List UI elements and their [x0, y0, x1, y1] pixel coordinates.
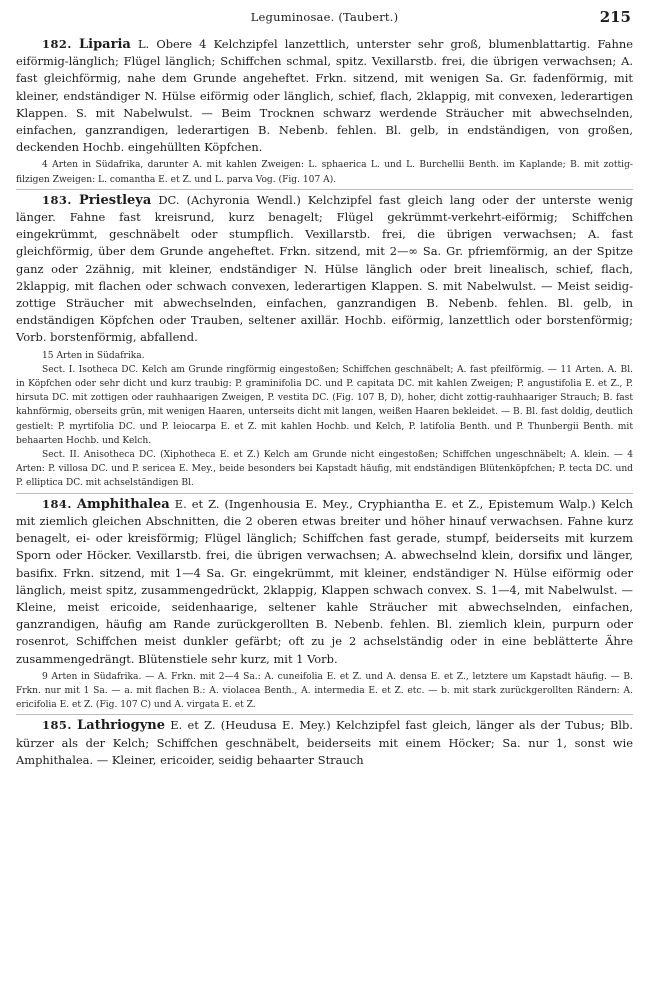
genus-number: 182.: [42, 37, 72, 51]
genus-name: Priestleya: [78, 192, 152, 208]
genus-authority: L.: [130, 37, 150, 51]
genus-number: 183.: [42, 192, 72, 207]
genus-authority: E. et Z. (Heudusa E. Mey.): [164, 718, 331, 733]
genus-description: Kelchzipfel fast gleich, länger als der Tubus; Blb. kürzer als der Kelch; Schiffchen geschnäbelt, beiderseits mit einem Höcker; Sa. nur 1, sonst wie Amphithalea. — Kleiner, ericoider, seidig behaarter Strauch: [16, 718, 634, 767]
running-head: [16, 6, 633, 36]
genus-number: 184.: [42, 496, 72, 511]
genus-description: Kelch mit ziemlich gleichen Abschnitten, die 2 oberen etwas breiter und höher hinauf verwachsen. Fahne kurz benagelt, ei- oder kreisförmig; Flügel länglich; Schiffchen fast gerade, stumpf, beiderseits mit kurzem Sporn oder Höcker. Vexillarstb. frei, die übrigen verwachsen; A. abwechselnd klein, dorsifix und länger, basifix. Frkn. sitzend, mit 1—4 Sa. Gr. eingekrümmt, mit kleiner, endständiger N. Hülse eiförmig oder länglich, meist spitz, zusammengedrückt, 2klappig, Klappen schwach convex. S. 1—4, mit Nabelwulst. — Kleine, meist ericoide, seidenhaarige, seltener kahle Sträucher mit abwechselnden, einfachen, ganzrandigen, häufig am Rande zurückgerollten B. Nebenb. fehlen. Bl. ziemlich klein, purpurn oder rosenrot, Schiffchen meist dunkler gefärbt; oft zu je 2 achselständig oder in eine beblätterte Ähre zusammengedrängt. Blütenstiele sehr kurz, mit 1 Vorb.: [16, 496, 634, 666]
genus-name: Lathriogyne: [77, 718, 165, 734]
species-note: 4 Arten in Südafrika, darunter A. mit kahlen Zweigen: L. sphaerica L. und L. Burchellii Benth. im Kaplande; B. mit zottig-filzigen Zweigen: L. comantha E. et Z. und L. parva Vog. (Fig. 107 A).: [16, 160, 633, 185]
running-title: Leguminosae. (Taubert.): [250, 10, 399, 24]
genus-name: Amphithalea: [76, 496, 170, 512]
genus-authority: DC. (Achyronia Wendl.): [151, 192, 301, 207]
genus-authority: E. et Z. (Ingenhousia E. Mey., Cryphiantha E. et Z., Epistemum Walp.): [169, 496, 596, 511]
genus-entry-amphithalea: [16, 496, 633, 668]
entry-divider: [16, 493, 633, 494]
genus-name: Liparia: [79, 37, 131, 52]
genus-entry-lathriogyne: [16, 717, 633, 769]
entry-divider: [16, 189, 633, 190]
genus-number: 185.: [42, 718, 72, 733]
section-note: Sect. II. Anisotheca DC. (Xiphotheca E. et Z.) Kelch am Grunde nicht eingestoßen; Schiffchen ungeschnäbelt; A. klein. — 4 Arten: P. villosa DC. und P. sericea E. Mey., beide besonders bei Kapstadt häufig, mit endständigen Blütenköpfchen; P. tecta DC. und P. elliptica DC. mit achselständigen Bl.: [16, 450, 633, 489]
entry-divider: [16, 714, 633, 715]
genus-entry-priestleya: [16, 192, 633, 347]
genus-description: Kelchzipfel fast gleich lang oder der unterste wenig länger. Fahne fast kreisrund, kurz benagelt; Flügel gekrümmt-verkehrt-eiförmig; Schiffchen eingekrümmt, geschnäbelt oder stumpflich. Vexillarstb. frei, die übrigen verwachsen; A. fast gleichförmig, über dem Grunde angeheftet. Frkn. sitzend, mit 2—∞ Sa. Gr. pfriemförmig, an der Spitze ganz oder 2zähnig, mit kleiner, endständiger N. Hülse länglich oder breit linealisch, schief, flach, 2klappig, mit flachen oder schwach convexen, lederartigen Klappen. S. mit Nabelwulst. — Meist seidig-zottige Sträucher mit abwechselnden, einfachen, ganzrandigen B. Nebenb. fehlen. Bl. gelb, in endständigen Köpfchen oder Trauben, seltener axillär. Hochb. eiförmig, lanzettlich oder borstenförmig; Vorb. borstenförmig, abfallend.: [16, 192, 633, 345]
page-number: 215: [599, 8, 631, 26]
genus-description: Obere 4 Kelchzipfel lanzettlich, unterster sehr groß, blumenblattartig. Fahne eiförmig-länglich; Flügel länglich; Schiffchen schmal, spitz. Vexillarstb. frei, die übrigen verwachsen; A. fast gleichförmig, nahe dem Grunde angeheftet. Frkn. sitzend, mit wenigen Sa. Gr. fadenförmig, mit kleiner, endständiger N. Hülse eiförmig oder länglich, schief, flach, 2klappig, mit convexen, lederartigen Klappen. S. mit Nabelwulst. — Beim Trocknen schwarz werdende Sträucher mit abwechselnden, einfachen, ganzrandigen, lederartigen B. Nebenb. fehlen. Bl. gelb, in endständigen, von großen, deckenden Hochb. eingehüllten Köpfchen.: [16, 37, 634, 155]
species-note: 15 Arten in Südafrika.: [42, 350, 145, 361]
section-note: Sect. I. Isotheca DC. Kelch am Grunde ringförmig eingestoßen; Schiffchen geschnäbelt; A. fast pfeilförmig. — 11 Arten. A. Bl. in Köpfchen oder sehr dicht und kurz traubig: P. graminifolia DC. und P. capitata DC. mit kahlen Zweigen; P. angustifolia E. et Z., P. hirsuta DC. mit zottigen oder rauhhaarigen Zweigen, P. vestita DC. (Fig. 107 B, D), hoher, dicht zottig-rauhhaariger Strauch; B. fast kahnförmig, oberseits grün, mit wenigen Haaren, unterseits dicht mit langen, weißen Haaren bekleidet. — B. Bl. fast doldig, deutlich gestielt: P. myrtifolia DC. und P. leiocarpa E. et Z. mit kahlen Hochb. und Kelch, P. latifolia Benth. und P. Thunbergii Benth. mit behaarten Hochb. und Kelch.: [16, 364, 633, 446]
genus-entry-liparia: [16, 36, 633, 156]
species-note: 9 Arten in Südafrika. — A. Frkn. mit 2—4 Sa.: A. cuneifolia E. et Z. und A. densa E. et Z., letztere um Kapstadt häufig. — B. Frkn. nur mit 1 Sa. — a. mit flachen B.: A. violacea Benth., A. intermedia E. et Z. etc. — b. mit stark zurückgerollten Rändern: A. ericifolia E. et Z. (Fig. 107 C) und A. virgata E. et Z.: [16, 671, 633, 711]
